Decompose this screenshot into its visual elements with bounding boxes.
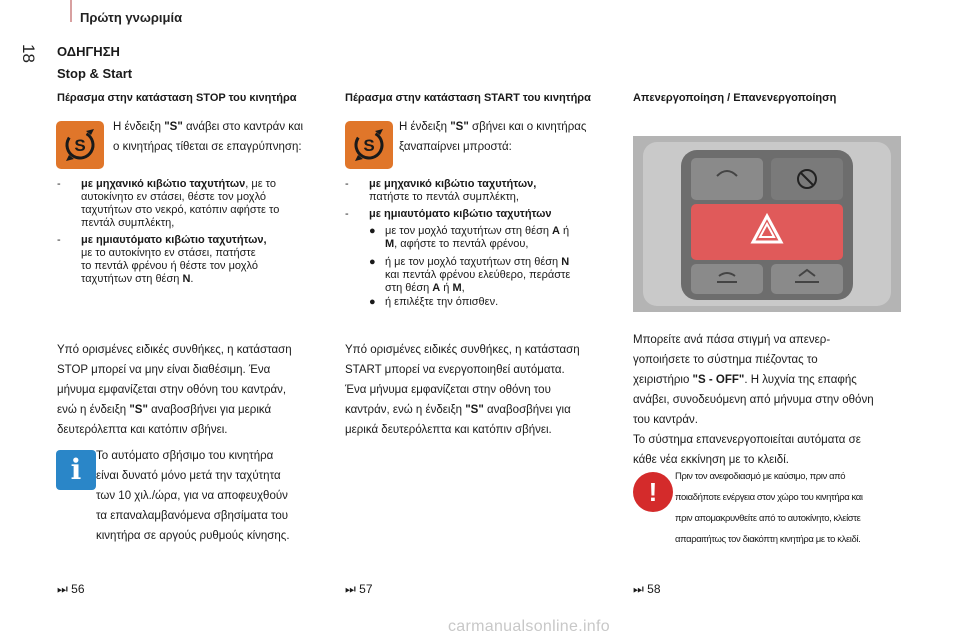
svg-text:S: S (363, 136, 375, 155)
col1-intro: Η ένδειξη "S" ανάβει στο καντράν και ο κινητήρας τίθεται σε επαγρύπνηση: (113, 121, 304, 153)
svg-text:S: S (74, 136, 86, 155)
col2-page-ref[interactable]: ⏭ 57 (345, 582, 373, 596)
col1-paragraph: Υπό ορισμένες ειδικές συνθήκες, η κατάσταση STOP μπορεί να μην είναι διαθέσιμη. Ένα μήνυμα εμφανίζεται στην οθόνη του καντράν, ενώ η ένδειξη "S" αναβοσβήνει για μερικά δευτερόλεπτα και κατόπιν σβήνει. (57, 344, 292, 436)
warning-icon: ! (633, 472, 673, 512)
col2-bullet-manual: - με μηχανικό κιβώτιο ταχυτήτων, πατήστε το πεντάλ συμπλέκτη, (345, 178, 537, 203)
col2-paragraph: Υπό ορισμένες ειδικές συνθήκες, η κατάσταση START μπορεί να ενεργοποιηθεί αυτόματα. Ένα μήνυμα εμφανίζεται στην οθόνη του καντράν, ενώ η ένδειξη "S" αναβοσβήνει για μερικά δευτερόλεπτα και κατόπιν σβήνει. (345, 344, 580, 436)
section-subtitle: Stop & Start (57, 66, 133, 81)
col3-paragraph: Μπορείτε ανά πάσα στιγμή να απενερ- γοποιήσετε το σύστημα πιέζοντας το χειριστήριο "S - OFF". Η λυχνία της επαφής ανάβει, συνοδευόμενη από μήνυμα στην οθόνη του καντράν. Το σύστημα επανενεργοποιείται αυτόματα σε κάθε νέα εκκίνηση με το κλειδί. (633, 334, 874, 466)
ref-arrow-icon: ⏭ (633, 582, 644, 596)
col1-bullet-semiauto: - με ημιαυτόματο κιβώτιο ταχυτήτων, με το αυτοκίνητο εν στάσει, πατήστε το πεντάλ φρένου ή θέστε τον μοχλό ταχυτήτων στη θέση N. (57, 234, 267, 285)
header-accent-bar (70, 0, 72, 22)
page-number: 18 (19, 44, 38, 63)
info-icon: i (56, 450, 96, 490)
col2-intro: Η ένδειξη "S" σβήνει και ο κινητήρας ξαναπαίρνει μπροστά: (399, 121, 587, 153)
col2-dot-1: ● με τον μοχλό ταχυτήτων στη θέση A ή M, αφήστε το πεντάλ φρένου, (369, 225, 570, 250)
stop-start-indicator-icon (56, 121, 104, 169)
col2-dot-3: ● ή επιλέξτε την όπισθεν. (369, 296, 499, 308)
col2-bullet-semiauto: - με ημιαυτόματο κιβώτιο ταχυτήτων (345, 208, 552, 220)
page-header-title: Πρώτη γνωριμία (80, 10, 183, 25)
col2-dot-2: ● ή με τον μοχλό ταχυτήτων στη θέση N και πεντάλ φρένου ελεύθερο, περάστε στη θέση A ή M, (369, 256, 571, 294)
col2-heading: Πέρασμα στην κατάσταση START του κινητήρα (345, 92, 591, 104)
col3-heading: Απενεργοποίηση / Επανενεργοποίηση (633, 92, 837, 104)
col1-info-note: Το αυτόματο σβήσιμο του κινητήρα είναι δυνατό μόνο μετά την ταχύτητα των 10 χιλ./ώρα, για να αποφευχθούν τα επαναλαμβανόμενα σβησίματα του κινητήρα σε αργούς ρυθμούς κίνησης. (96, 450, 290, 542)
watermark: carmanualsonline.info (448, 618, 610, 635)
col1-bullet-manual: - με μηχανικό κιβώτιο ταχυτήτων, με το αυτοκίνητο εν στάσει, θέστε τον μοχλό ταχυτήτων στο νεκρό, κατόπιν αφήστε το πεντάλ συμπλέκτη, (57, 178, 280, 229)
col1-heading: Πέρασμα στην κατάσταση STOP του κινητήρα (57, 92, 297, 104)
switch-panel-photo (633, 136, 901, 312)
ref-arrow-icon: ⏭ (345, 582, 356, 596)
section-title: ΟΔΗΓΗΣΗ (57, 44, 120, 59)
col1-page-ref[interactable]: ⏭ 56 (57, 582, 85, 596)
stop-start-indicator-icon (345, 121, 393, 169)
col3-warning-note: Πριν τον ανεφοδιασμό με καύσιμο, πριν από ποιαδήποτε ενέργεια στον χώρο του κινητήρα και πριν απομακρυνθείτε από το αυτοκίνητο, κλείστε απαραιτήτως τον διακόπτη κινητήρα με το κλειδί. (675, 471, 863, 545)
col3-page-ref[interactable]: ⏭ 58 (633, 582, 661, 596)
ref-arrow-icon: ⏭ (57, 582, 68, 596)
